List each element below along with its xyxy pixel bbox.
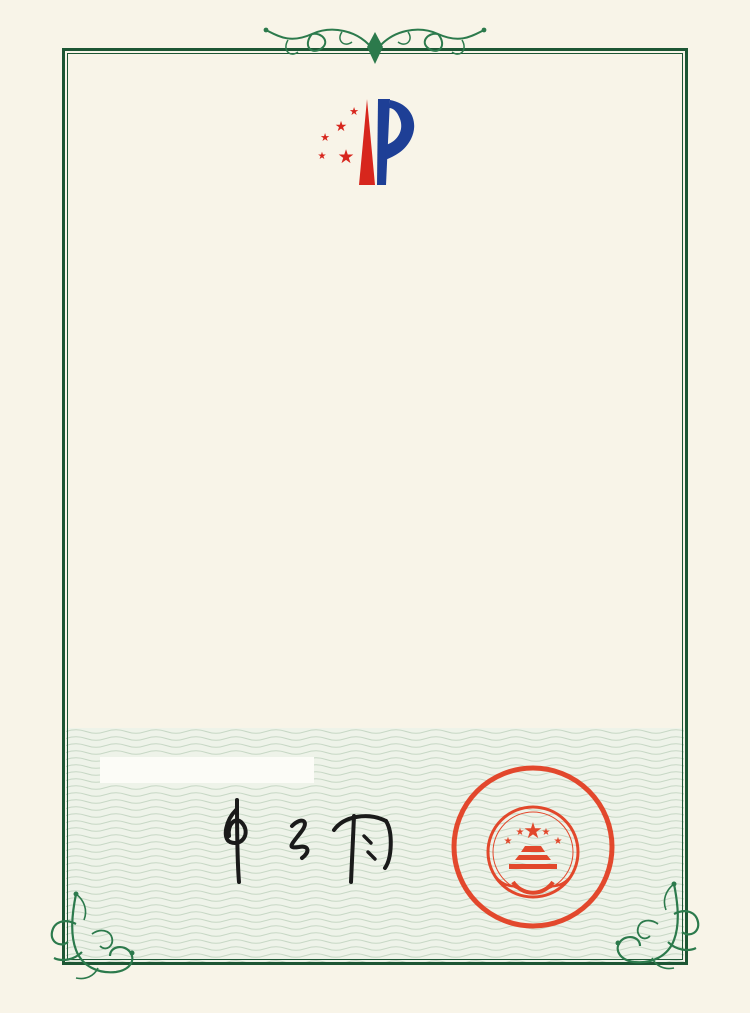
svg-text:★: ★ <box>334 119 348 135</box>
svg-text:★: ★ <box>320 131 330 144</box>
corner-flourish-bottom-right <box>608 880 704 972</box>
svg-text:★: ★ <box>523 819 543 844</box>
field-row-grant <box>100 556 660 575</box>
svg-text:★: ★ <box>317 151 327 162</box>
field-row-patentee <box>100 470 660 489</box>
director-signature <box>196 788 408 896</box>
field-row-address <box>100 511 660 530</box>
svg-text:★: ★ <box>553 836 563 847</box>
grant-number-pair <box>422 556 528 575</box>
svg-text:★: ★ <box>503 836 513 847</box>
field-row-inventor <box>100 336 660 355</box>
barcode <box>100 757 314 783</box>
national-emblem <box>488 807 578 897</box>
svg-text:★: ★ <box>541 827 551 838</box>
svg-text:★: ★ <box>337 146 355 168</box>
svg-text:★: ★ <box>515 827 525 838</box>
field-row-filing-date <box>100 427 660 446</box>
official-seal <box>446 760 620 934</box>
corner-flourish-bottom-left <box>46 890 142 982</box>
qr-code <box>600 99 658 157</box>
svg-text:★: ★ <box>349 105 359 118</box>
field-row-patent-number <box>100 382 660 401</box>
top-scroll-ornament <box>258 20 492 70</box>
cnipa-logo <box>313 93 421 191</box>
field-row-utility-model-name <box>100 288 660 307</box>
